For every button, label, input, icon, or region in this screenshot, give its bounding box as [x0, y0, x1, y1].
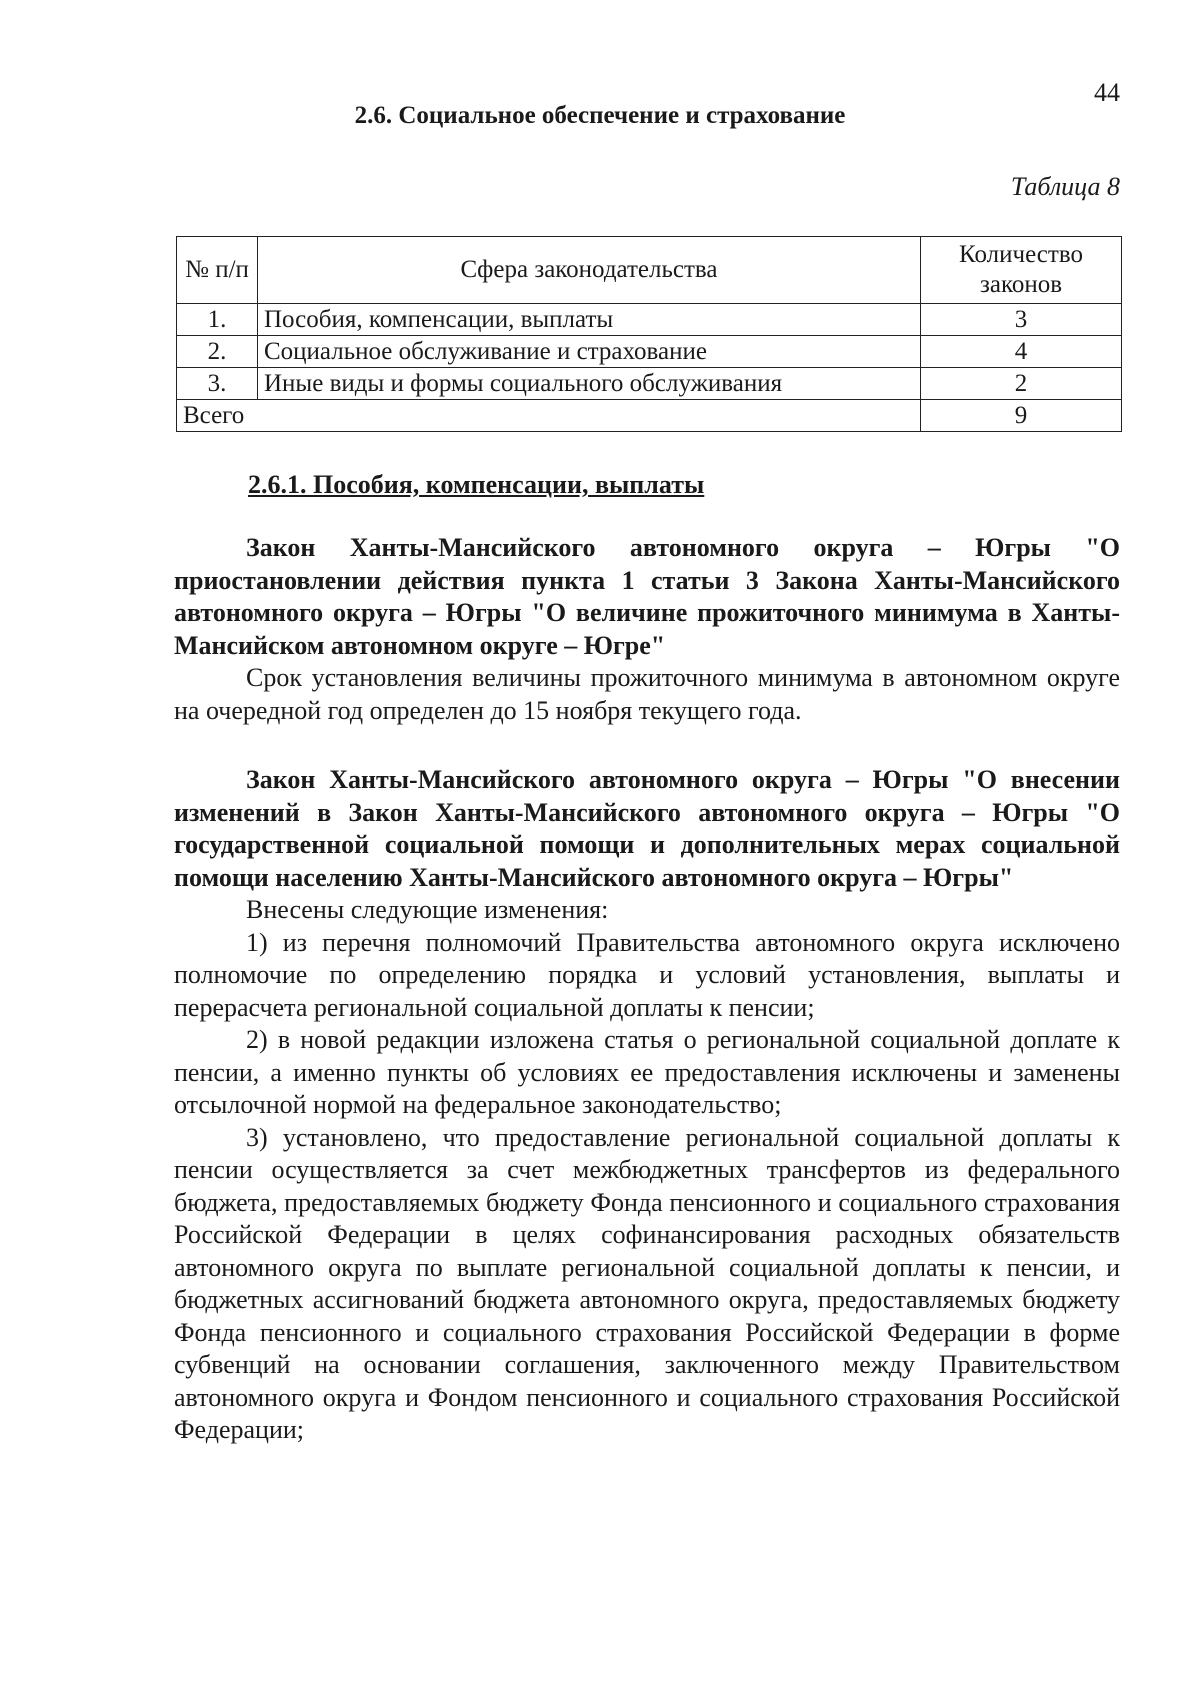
header-num: № п/п — [177, 237, 258, 304]
total-count: 9 — [921, 400, 1122, 432]
law2-intro: Внесены следующие изменения: — [246, 895, 609, 924]
law2-item-1: 1) из перечня полномочий Правительства автономного округа исключено полномочие по определению порядка и условий установления, выплаты и перерасчета региональной социальной доплаты к пенсии; — [174, 927, 1120, 1022]
page-number: 44 — [1094, 78, 1120, 107]
table-caption: Таблица 8 — [1010, 172, 1120, 201]
row-num: 1. — [177, 304, 258, 336]
row-count: 4 — [921, 336, 1122, 368]
header-sphere: Сфера законодательства — [258, 237, 921, 304]
row-num: 2. — [177, 336, 258, 368]
law2-title: Закон Ханты-Мансийского автономного округа – Югры "О внесении изменений в Закон Ханты-Мансийского автономного округа – Югры "О государственной социальной помощи и дополнительных мерах социальной помощи населению Ханты-Мансийского автономного округа – Югры" — [174, 765, 1120, 892]
law2-block — [174, 764, 1120, 1447]
row-sphere: Иные виды и формы социального обслуживания — [258, 368, 921, 400]
table-row — [177, 336, 1122, 368]
table-total-row — [177, 400, 1122, 432]
section-title: 2.6. Социальное обеспечение и страхование — [354, 102, 846, 129]
law1-text: Срок установления величины прожиточного минимума в автономном округе на очередной год определен до 15 ноября текущего года. — [174, 663, 1120, 725]
law1-title: Закон Ханты-Мансийского автономного округа – Югры "О приостановлении действия пункта 1 статьи 3 Закона Ханты-Мансийского автономного округа – Югры "О величине прожиточного минимума в Ханты-Мансийском автономном округе – Югре" — [174, 533, 1120, 660]
subsection-title: 2.6.1. Пособия, компенсации, выплаты — [248, 470, 705, 499]
table-row — [177, 368, 1122, 400]
header-count: Количество законов — [921, 237, 1122, 304]
table-header-row — [177, 237, 1122, 304]
row-num: 3. — [177, 368, 258, 400]
law2-item-3: 3) установлено, что предоставление региональной социальной доплаты к пенсии осуществляется за счет межбюджетных трансфертов из федерального бюджета, предоставляемых бюджету Фонда пенсионного и социального страхования Российской Федерации в целях софинансирования расходных обязательств автономного округа по выплате региональной социальной доплаты к пенсии, и бюджетных ассигнований бюджета автономного округа, предоставляемых бюджету Фонда пенсионного и социального страхования Российской Федерации в форме субвенций на основании соглашения, заключенного между Правительством автономного округа и Фондом пенсионного и социального страхования Российской Федерации; — [174, 1122, 1120, 1444]
row-sphere: Социальное обслуживание и страхование — [258, 336, 921, 368]
table-row — [177, 304, 1122, 336]
legislation-table — [176, 236, 1122, 432]
law1-block — [174, 532, 1120, 727]
total-label: Всего — [177, 400, 921, 432]
row-count: 2 — [921, 368, 1122, 400]
row-count: 3 — [921, 304, 1122, 336]
law2-item-2: 2) в новой редакции изложена статья о региональной социальной доплате к пенсии, а именно пункты об условиях ее предоставления исключены и заменены отсылочной нормой на федеральное законодательство; — [174, 1025, 1120, 1119]
row-sphere: Пособия, компенсации, выплаты — [258, 304, 921, 336]
